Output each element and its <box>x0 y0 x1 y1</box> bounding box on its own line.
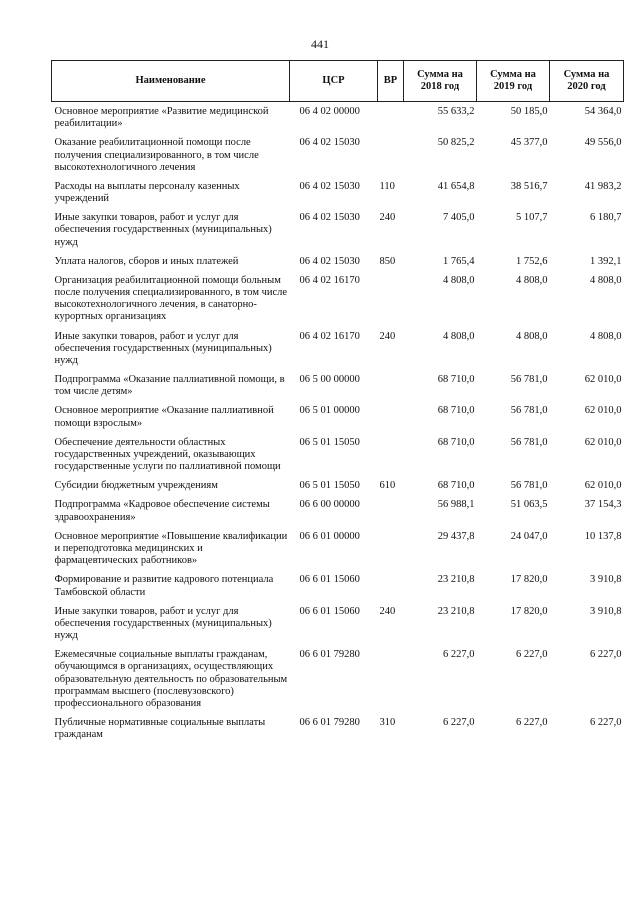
row-sum-2018: 55 633,2 <box>437 106 475 117</box>
page-number: 441 <box>311 37 329 51</box>
row-name: Уплата налогов, сборов и иных платежей <box>54 255 239 267</box>
row-sum-2020: 62 010,0 <box>584 405 622 417</box>
row-vr: 240 <box>379 605 396 617</box>
row-vr: 240 <box>379 330 396 342</box>
table-row <box>52 212 624 256</box>
row-vr <box>378 405 404 436</box>
row-csr: 06 4 02 16170 <box>299 330 360 342</box>
row-sum-2018: 68 710,0 <box>437 480 475 492</box>
row-csr: 06 4 02 00000 <box>299 106 360 117</box>
row-sum-2020: 62 010,0 <box>584 374 622 386</box>
row-vr <box>378 374 404 405</box>
table-row <box>52 275 624 331</box>
row-name: Основное мероприятие «Оказание паллиативной помощи взрослым» <box>54 405 274 429</box>
row-sum-2018: 1 765,4 <box>443 255 475 267</box>
column-header-sum-2020: Сумма на 2020 год <box>550 61 624 102</box>
row-vr: 850 <box>379 255 396 267</box>
row-csr: 06 4 02 15030 <box>299 255 360 267</box>
row-sum-2018: 68 710,0 <box>437 436 475 448</box>
row-name: Формирование и развитие кадрового потенциала Тамбовской области <box>54 574 274 598</box>
table-row <box>52 574 624 605</box>
row-sum-2020: 6 180,7 <box>590 212 622 224</box>
row-sum-2019: 56 781,0 <box>510 405 548 417</box>
row-name: Подпрограмма «Кадровое обеспечение системы здравоохранения» <box>54 499 270 523</box>
column-header-name: Наименование <box>52 61 290 102</box>
row-sum-2018: 50 825,2 <box>437 137 475 149</box>
row-vr: 610 <box>379 480 396 492</box>
row-sum-2019: 17 820,0 <box>510 605 548 617</box>
table-row <box>52 137 624 181</box>
row-vr: 110 <box>379 180 395 192</box>
row-name: Обеспечение деятельности областных государственных учреждений, оказывающих государственные услуги по паллиативной помощи <box>54 436 281 473</box>
row-sum-2018: 6 227,0 <box>443 649 475 661</box>
row-sum-2018: 29 437,8 <box>437 530 475 542</box>
row-sum-2018: 4 808,0 <box>443 274 475 286</box>
table-row <box>52 437 624 481</box>
row-sum-2019: 1 752,6 <box>516 255 548 267</box>
row-sum-2020: 3 910,8 <box>590 574 622 586</box>
row-sum-2020: 4 808,0 <box>590 330 622 342</box>
table-row <box>52 181 624 212</box>
row-csr: 06 5 01 15050 <box>299 480 360 492</box>
row-sum-2018: 23 210,8 <box>437 574 475 586</box>
row-name: Расходы на выплаты персоналу казенных учреждений <box>54 180 240 205</box>
table-row <box>52 256 624 275</box>
row-name: Подпрограмма «Оказание паллиативной помощи, в том числе детям» <box>54 374 285 398</box>
table-row <box>52 606 624 650</box>
row-sum-2020: 62 010,0 <box>584 480 622 492</box>
row-vr <box>378 574 404 605</box>
row-sum-2020: 1 392,1 <box>590 255 622 267</box>
row-csr: 06 6 01 00000 <box>299 530 360 542</box>
row-sum-2018: 7 405,0 <box>443 212 475 224</box>
row-csr: 06 5 00 00000 <box>299 374 360 386</box>
row-sum-2019: 5 107,7 <box>516 212 548 224</box>
row-name: Оказание реабилитационной помощи после получения специализированного, в том числе высокотехнологичного лечения <box>54 137 259 173</box>
row-name: Организация реабилитационной помощи больным после получения специализированного, в том числе высокотехнологичного лечения, в санаторно-курортных организациях <box>54 274 288 323</box>
row-vr <box>378 437 404 481</box>
row-sum-2019: 4 808,0 <box>516 274 548 286</box>
row-sum-2020: 6 227,0 <box>590 649 622 661</box>
row-sum-2019: 4 808,0 <box>516 330 548 342</box>
row-vr <box>378 499 404 530</box>
row-csr: 06 6 01 79280 <box>299 717 360 729</box>
row-vr <box>378 102 404 138</box>
row-sum-2020: 49 556,0 <box>584 137 622 149</box>
row-sum-2018: 56 988,1 <box>437 499 475 511</box>
row-sum-2020: 37 154,3 <box>584 499 622 511</box>
column-header-csr: ЦСР <box>290 61 378 102</box>
row-sum-2019: 24 047,0 <box>510 530 548 542</box>
row-name: Субсидии бюджетным учреждениям <box>54 480 218 492</box>
table-header-row <box>52 61 624 102</box>
row-sum-2018: 4 808,0 <box>443 330 475 342</box>
row-sum-2020: 10 137,8 <box>584 530 622 542</box>
row-sum-2020: 6 227,0 <box>590 717 622 729</box>
table-row <box>52 102 624 138</box>
column-header-sum-2019: Сумма на 2019 год <box>477 61 550 102</box>
row-sum-2020: 62 010,0 <box>584 436 622 448</box>
row-sum-2019: 56 781,0 <box>510 436 548 448</box>
table-body <box>52 102 624 749</box>
row-vr: 240 <box>379 212 396 224</box>
row-name: Иные закупки товаров, работ и услуг для обеспечения государственных (муниципальных) нужд <box>54 330 272 366</box>
row-csr: 06 4 02 15030 <box>299 212 360 224</box>
row-sum-2020: 54 364,0 <box>584 106 622 117</box>
row-sum-2018: 23 210,8 <box>437 605 475 617</box>
row-csr: 06 4 02 16170 <box>299 274 360 286</box>
row-csr: 06 4 02 15030 <box>299 137 360 149</box>
column-header-vr: ВР <box>378 61 404 102</box>
row-name: Публичные нормативные социальные выплаты гражданам <box>54 717 266 741</box>
row-name: Иные закупки товаров, работ и услуг для обеспечения государственных (муниципальных) нужд <box>54 605 272 642</box>
row-sum-2019: 56 781,0 <box>510 374 548 386</box>
row-csr: 06 6 00 00000 <box>299 499 360 511</box>
row-name: Основное мероприятие «Повышение квалификации и переподготовка медицинских и фармацевтических работников» <box>54 530 288 567</box>
row-sum-2019: 6 227,0 <box>516 649 548 661</box>
row-sum-2018: 41 654,8 <box>437 180 475 192</box>
row-sum-2020: 41 983,2 <box>584 180 622 192</box>
row-sum-2020: 4 808,0 <box>590 274 622 286</box>
row-sum-2019: 56 781,0 <box>510 480 548 492</box>
row-sum-2018: 68 710,0 <box>437 405 475 417</box>
row-sum-2018: 6 227,0 <box>443 717 475 729</box>
row-name: Ежемесячные социальные выплаты гражданам, обучающимся в организациях, осуществляющих образовательную деятельность по образовательным программам высшего (послевузовского) профессионального образования <box>54 649 288 709</box>
row-sum-2019: 50 185,0 <box>510 106 548 117</box>
table-row <box>52 717 624 748</box>
table-row <box>52 531 624 575</box>
row-vr: 310 <box>379 717 396 729</box>
row-csr: 06 6 01 15060 <box>299 574 360 586</box>
row-vr <box>378 275 404 331</box>
table-row <box>52 374 624 405</box>
row-csr: 06 5 01 00000 <box>299 405 360 417</box>
row-sum-2018: 68 710,0 <box>437 374 475 386</box>
row-csr: 06 6 01 15060 <box>299 605 360 617</box>
row-sum-2019: 17 820,0 <box>510 574 548 586</box>
row-csr: 06 5 01 15050 <box>299 436 360 448</box>
table-row <box>52 480 624 499</box>
budget-table <box>51 60 624 748</box>
row-vr <box>378 531 404 575</box>
table-row <box>52 405 624 436</box>
row-sum-2019: 6 227,0 <box>516 717 548 729</box>
table-row <box>52 499 624 530</box>
row-csr: 06 6 01 79280 <box>299 649 360 661</box>
row-sum-2019: 45 377,0 <box>510 137 548 149</box>
row-sum-2019: 38 516,7 <box>510 180 548 192</box>
row-vr <box>378 137 404 181</box>
table-row <box>52 649 624 717</box>
row-name: Основное мероприятие «Развитие медицинской реабилитации» <box>54 106 269 130</box>
row-csr: 06 4 02 15030 <box>299 180 360 192</box>
row-name: Иные закупки товаров, работ и услуг для обеспечения государственных (муниципальных) нужд <box>54 212 272 248</box>
row-sum-2020: 3 910,8 <box>590 605 622 617</box>
table-row <box>52 331 624 375</box>
row-vr <box>378 649 404 717</box>
row-sum-2019: 51 063,5 <box>510 499 548 511</box>
column-header-sum-2018: Сумма на 2018 год <box>404 61 477 102</box>
